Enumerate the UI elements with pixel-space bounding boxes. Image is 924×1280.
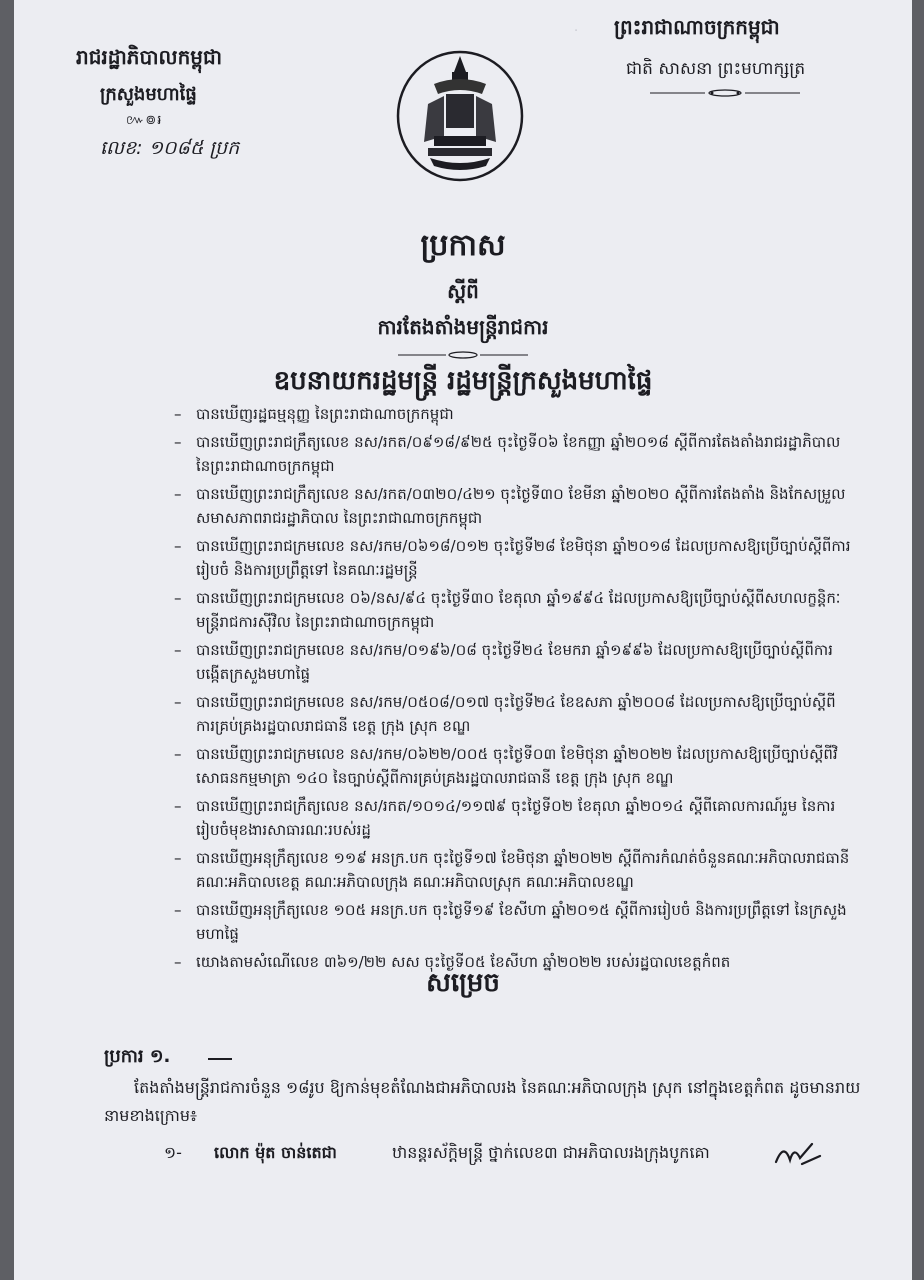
title-about: ស្តីពី [447, 279, 479, 303]
reference-item: – បានឃើញព្រះរាជក្រឹត្យលេខ នស/រកត/០៣២០/៤២១ ចុះថ្ងៃទី៣០ ខែមីនា ឆ្នាំ២០២០ ស្តីពីការតែងតាំង និងកែសម្រួលសមាសភាពរាជរដ្ឋាភិបាល នៃព្រះរាជាណាចក្រកម្ពុជា [174, 482, 854, 530]
appointee-name: លោក ម៉ុត ចាន់តេជា [214, 1143, 337, 1162]
appointee-number: ១- [164, 1143, 182, 1162]
article-text: តែងតាំងមន្ត្រីរាជការចំនួន ១៨រូប ឱ្យកាន់មុខតំណែងជាអភិបាលរង នៃគណៈអភិបាលក្រុង ស្រុក នៅក្នុងខេត្តកំពត ដូចមានរាយនាមខាងក្រោម៖ [104, 1078, 861, 1125]
reference-item: – បានឃើញព្រះរាជក្រឹត្យលេខ នស/រកត/១០១៤/១១៧៩ ចុះថ្ងៃទី០២ ខែតុលា ឆ្នាំ២០១៤ ស្តីពីគោលការណ៍រួម នៃការរៀបចំមុខងារសាធារណៈរបស់រដ្ឋ [174, 794, 854, 842]
ministry-header: រាជរដ្ឋាភិបាលកម្ពុជា [76, 45, 222, 69]
decision-heading: សម្រេច [426, 968, 500, 998]
kingdom-header: ព្រះរាជាណាចក្រកម្ពុជា [614, 15, 780, 39]
reference-item: – បានឃើញអនុក្រឹត្យលេខ ១០៥ អនក្រ.បក ចុះថ្ងៃទី១៩ ខែសីហា ឆ្នាំ២០១៥ ស្តីពីការរៀបចំ និងការប្រព្រឹត្តទៅ នៃក្រសួងមហាផ្ទៃ [174, 898, 854, 946]
document-title: ប្រកាស [420, 228, 506, 263]
initial-mark-icon [772, 1136, 824, 1170]
ornament-divider-icon [398, 350, 528, 360]
reference-item: – បានឃើញព្រះរាជក្រមលេខ នស/រកម/០៥០៨/០១៧ ចុះថ្ងៃទី២៤ ខែឧសភា ឆ្នាំ២០០៨ ដែលប្រកាសឱ្យប្រើច្បាប់ស្តីពីការគ្រប់គ្រងរដ្ឋបាលរាជធានី ខេត្ត ក្រុង ស្រុក ខណ្ឌ [174, 690, 854, 738]
article-underline [208, 1058, 232, 1060]
reference-item: – បានឃើញព្រះរាជក្រមលេខ នស/រកម/០១៩៦/០៨ ចុះថ្ងៃទី២៤ ខែមករា ឆ្នាំ១៩៩៦ ដែលប្រកាសឱ្យប្រើច្បាប់ស្តីពីការបង្កើតក្រសួងមហាផ្ទៃ [174, 638, 854, 686]
reference-item: – បានឃើញព្រះរាជក្រមលេខ នស/រកម/០៦១៨/០១២ ចុះថ្ងៃទី២៨ ខែមិថុនា ឆ្នាំ២០១៨ ដែលប្រកាសឱ្យប្រើច្បាប់ស្តីពីការរៀបចំ និងការប្រព្រឹត្តទៅ នៃគណៈរដ្ឋមន្ត្រី [174, 534, 854, 582]
ornament-left: ៚៙៛ [126, 113, 163, 128]
reference-item: – បានឃើញព្រះរាជក្រមលេខ ០៦/នស/៩៤ ចុះថ្ងៃទី៣០ ខែតុលា ឆ្នាំ១៩៩៤ ដែលប្រកាសឱ្យប្រើច្បាប់ស្តីពីសហលក្ខន្តិកៈមន្ត្រីរាជការស៊ីវិល នៃព្រះរាជាណាចក្រកម្ពុជា [174, 586, 854, 634]
ministry-subheader: ក្រសួងមហាផ្ទៃ [100, 84, 197, 105]
issuer-title: ឧបនាយករដ្ឋមន្ត្រី រដ្ឋមន្ត្រីក្រសួងមហាផ្ទៃ [273, 366, 653, 396]
title-subject: ការតែងតាំងមន្ត្រីរាជការ [377, 315, 549, 339]
reference-item: – បានឃើញព្រះរាជក្រមលេខ នស/រកម/០៦២២/០០៥ ចុះថ្ងៃទី០៣ ខែមិថុនា ឆ្នាំ២០២២ ដែលប្រកាសឱ្យប្រើច្បាប់ស្តីពីវិសោធនកម្មមាត្រា ១៤០ នៃច្បាប់ស្តីពីការគ្រប់គ្រងរដ្ឋបាលរាជធានី ខេត្ត ក្រុង ស្រុក ខណ្ឌ [174, 742, 854, 790]
document-number: លេខ: ១០៨៥ ប្រក [100, 137, 240, 159]
article-label: ប្រការ ១. [104, 1046, 171, 1067]
royal-emblem-icon [394, 44, 526, 184]
national-motto: ជាតិ សាសនា ព្រះមហាក្សត្រ [626, 59, 806, 79]
document-page [14, 0, 912, 1280]
reference-item: – យោងតាមសំណើលេខ ៣៦១/២២ សស ចុះថ្ងៃទី០៥ ខែសីហា ឆ្នាំ២០២២ របស់រដ្ឋបាលខេត្តកំពត [174, 950, 854, 974]
reference-item: – បានឃើញព្រះរាជក្រឹត្យលេខ នស/រកត/០៩១៨/៩២៥ ចុះថ្ងៃទី០៦ ខែកញ្ញា ឆ្នាំ២០១៨ ស្តីពីការតែងតាំងរាជរដ្ឋាភិបាល នៃព្រះរាជាណាចក្រកម្ពុជា [174, 430, 854, 478]
reference-item: – បានឃើញអនុក្រឹត្យលេខ ១១៩ អនក្រ.បក ចុះថ្ងៃទី១៧ ខែមិថុនា ឆ្នាំ២០២២ ស្តីពីការកំណត់ចំនួនគណៈអភិបាលរាជធានី គណៈអភិបាលខេត្ត គណៈអភិបាលក្រុង គណៈអភិបាលស្រុក គណៈអភិបាលខណ្ឌ [174, 846, 854, 894]
reference-item: – បានឃើញរដ្ឋធម្មនុញ្ញ នៃព្រះរាជាណាចក្រកម្ពុជា [174, 402, 854, 426]
references-list [174, 402, 854, 978]
appointee-detail: ឋានន្តរស័ក្តិមន្ត្រី ថ្នាក់លេខ៣ ជាអភិបាលរងក្រុងបូកគោ [392, 1143, 710, 1162]
ornament-divider-icon [650, 88, 800, 98]
bleed-through-text: . [574, 20, 579, 35]
